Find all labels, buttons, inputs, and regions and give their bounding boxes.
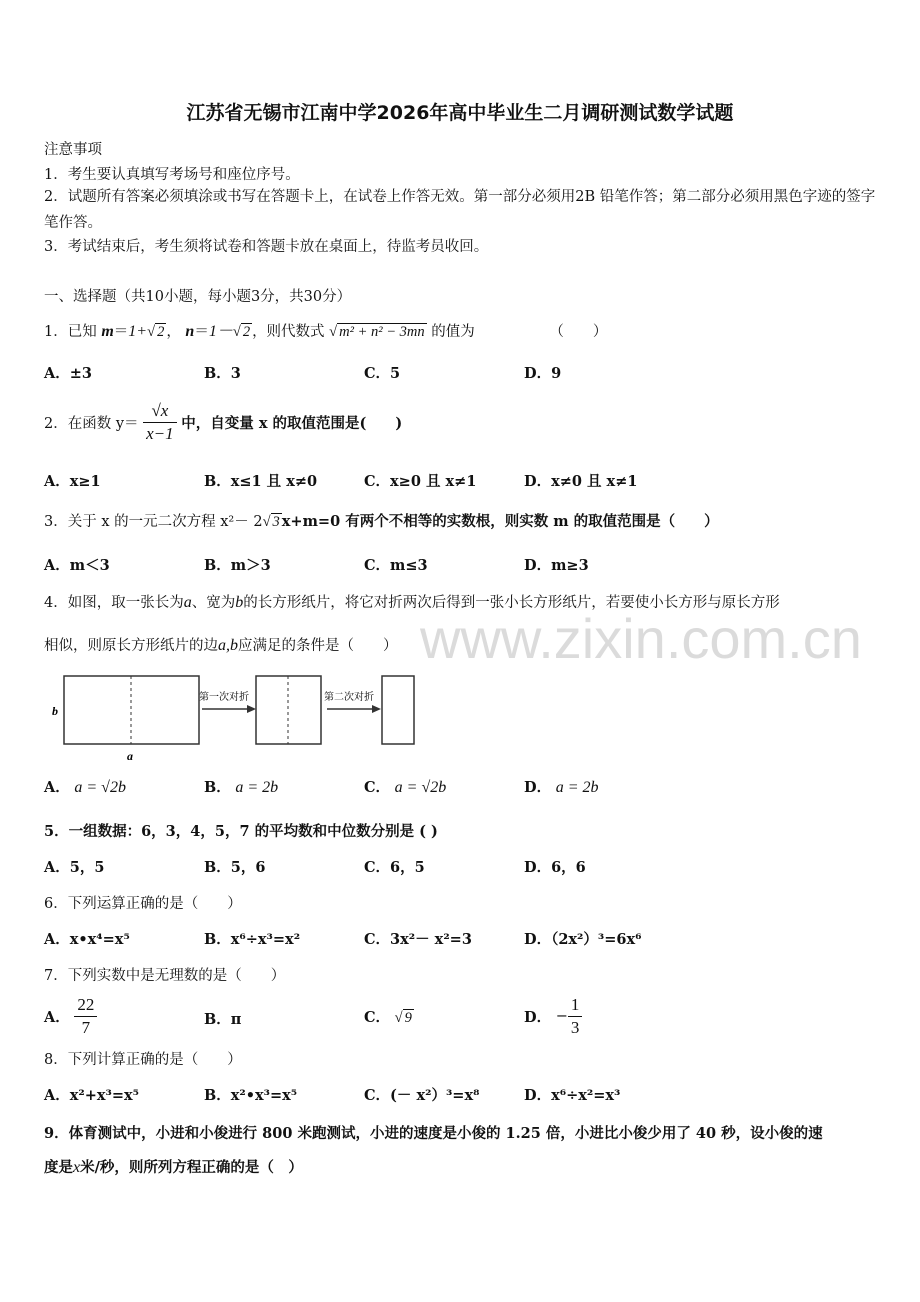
arrow-2-head [372, 705, 381, 713]
q6-option-d[interactable]: D．（2x²）³=6x⁶ [524, 931, 642, 948]
question-5: 5．一组数据：6，3，4，5，7 的平均数和中位数分别是 ( ) [44, 823, 438, 840]
question-9-line-1: 9．体育测试中，小进和小俊进行 800 米跑测试，小进的速度是小俊的 1.25 倍，小进比小俊少用了 40 秒，设小俊的速 [44, 1125, 823, 1142]
original-rectangle [64, 676, 199, 744]
q3-option-b[interactable]: B．m＞3 [204, 557, 271, 574]
question-8: 8．下列计算正确的是（ ） [44, 1052, 242, 1068]
question-1: 1．已知 m＝1+√ 2 ， n＝1－√ 2 ，则代数式 √ m² + n² − 3mn 的值为 （ ） [44, 323, 608, 340]
section-heading: 一、选择题（共10小题，每小题3分，共30分） [44, 289, 352, 305]
question-6: 6．下列运算正确的是（ ） [44, 896, 242, 912]
question-9-line-2: 度是x米/秒，则所列方程正确的是（ ） [44, 1159, 303, 1176]
note-item-1: 1．考生要认真填写考场号和座位序号。 [44, 167, 300, 183]
notes-heading: 注意事项 [44, 142, 102, 158]
q3-option-c[interactable]: C．m≤3 [364, 557, 428, 574]
q4-option-c[interactable]: C． a = √2b [364, 779, 447, 796]
q4-option-a[interactable]: A． a = √2b [44, 779, 126, 796]
q5-option-c[interactable]: C．6，5 [364, 859, 425, 876]
q2-option-c[interactable]: C．x≥0 且 x≠1 [364, 473, 477, 490]
label-a: a [127, 749, 133, 763]
quarter-rectangle [382, 676, 414, 744]
q1-option-c[interactable]: C．5 [364, 365, 401, 382]
question-4-line-1: 4．如图，取一张长为a、宽为b的长方形纸片，将它对折两次后得到一张小长方形纸片，若要使小长方形与原长方形 [44, 594, 780, 611]
note-item-2: 2．试题所有答案必须填涂或书写在答题卡上，在试卷上作答无效。第一部分必须用2B 铅笔作答；第二部分必须用黑色字迹的签字笔作答。 [44, 189, 876, 231]
watermark: www.zixin.com.cn [420, 607, 862, 670]
q8-option-a[interactable]: A．x²+x³=x⁵ [44, 1087, 140, 1104]
q2-option-d[interactable]: D．x≠0 且 x≠1 [524, 473, 638, 490]
question-7: 7．下列实数中是无理数的是（ ） [44, 968, 286, 984]
q7-options [44, 994, 880, 1042]
q4-option-d[interactable]: D． a = 2b [524, 779, 599, 796]
q2-option-b[interactable]: B．x≤1 且 x≠0 [204, 473, 318, 490]
page-title: 江苏省无锡市江南中学2026年高中毕业生二月调研测试数学试题 [186, 102, 734, 124]
note-item-3: 3．考试结束后，考生须将试卷和答题卡放在桌面上，待监考员收回。 [44, 239, 489, 255]
radical-expression: √ m² + n² − 3mn [329, 324, 425, 340]
q8-option-d[interactable]: D．x⁶÷x²=x³ [524, 1087, 621, 1104]
q2-option-a[interactable]: A．x≥1 [44, 473, 101, 490]
q5-option-a[interactable]: A．5，5 [44, 859, 105, 876]
half-rectangle [256, 676, 321, 744]
question-2: 2．在函数 y＝ $\frac{√x}{x-1}$ 中，自变量 x 的取值范围是( ) [44, 401, 403, 443]
q6-option-b[interactable]: B．x⁶÷x³=x² [204, 931, 301, 948]
q1-option-b[interactable]: B．3 [204, 365, 241, 382]
q7-option-b[interactable]: B．π [204, 1011, 242, 1028]
q1-option-a[interactable]: A．±3 [44, 365, 92, 382]
q7-option-a[interactable]: A． $\frac{22}{7}$ [44, 994, 97, 1039]
question-3: 3．关于 x 的一元二次方程 x²－ 2√ 3 x+m=0 有两个不相等的实数根，则实数 m 的取值范围是（ ） [44, 513, 719, 530]
folding-figure [44, 668, 424, 768]
q4-option-b[interactable]: B． a = 2b [204, 779, 279, 796]
q8-option-b[interactable]: B．x²•x³=x⁵ [204, 1087, 298, 1104]
q7-option-d[interactable]: D． − $\frac{1}{3}$ [524, 994, 582, 1039]
q1-option-d[interactable]: D．9 [524, 365, 562, 382]
q7-option-c[interactable]: C． √ 9 [364, 1009, 412, 1026]
arrow-1-head [247, 705, 256, 713]
label-b: b [52, 704, 58, 718]
q4-options [44, 776, 880, 802]
q3-option-a[interactable]: A．m＜3 [44, 557, 110, 574]
q3-option-d[interactable]: D．m≥3 [524, 557, 589, 574]
q8-option-c[interactable]: C．(－ x²）³=x⁸ [364, 1087, 480, 1104]
arrow-1-label: 第一次对折 [199, 692, 249, 703]
q5-option-d[interactable]: D．6，6 [524, 859, 586, 876]
question-4-line-2: 相似，则原长方形纸片的边a,b应满足的条件是（ ） [44, 637, 398, 654]
arrow-2-label: 第二次对折 [324, 692, 374, 703]
q6-option-c[interactable]: C．3x²－ x²=3 [364, 931, 472, 948]
q5-option-b[interactable]: B．5，6 [204, 859, 266, 876]
q6-option-a[interactable]: A．x•x⁴=x⁵ [44, 931, 130, 948]
